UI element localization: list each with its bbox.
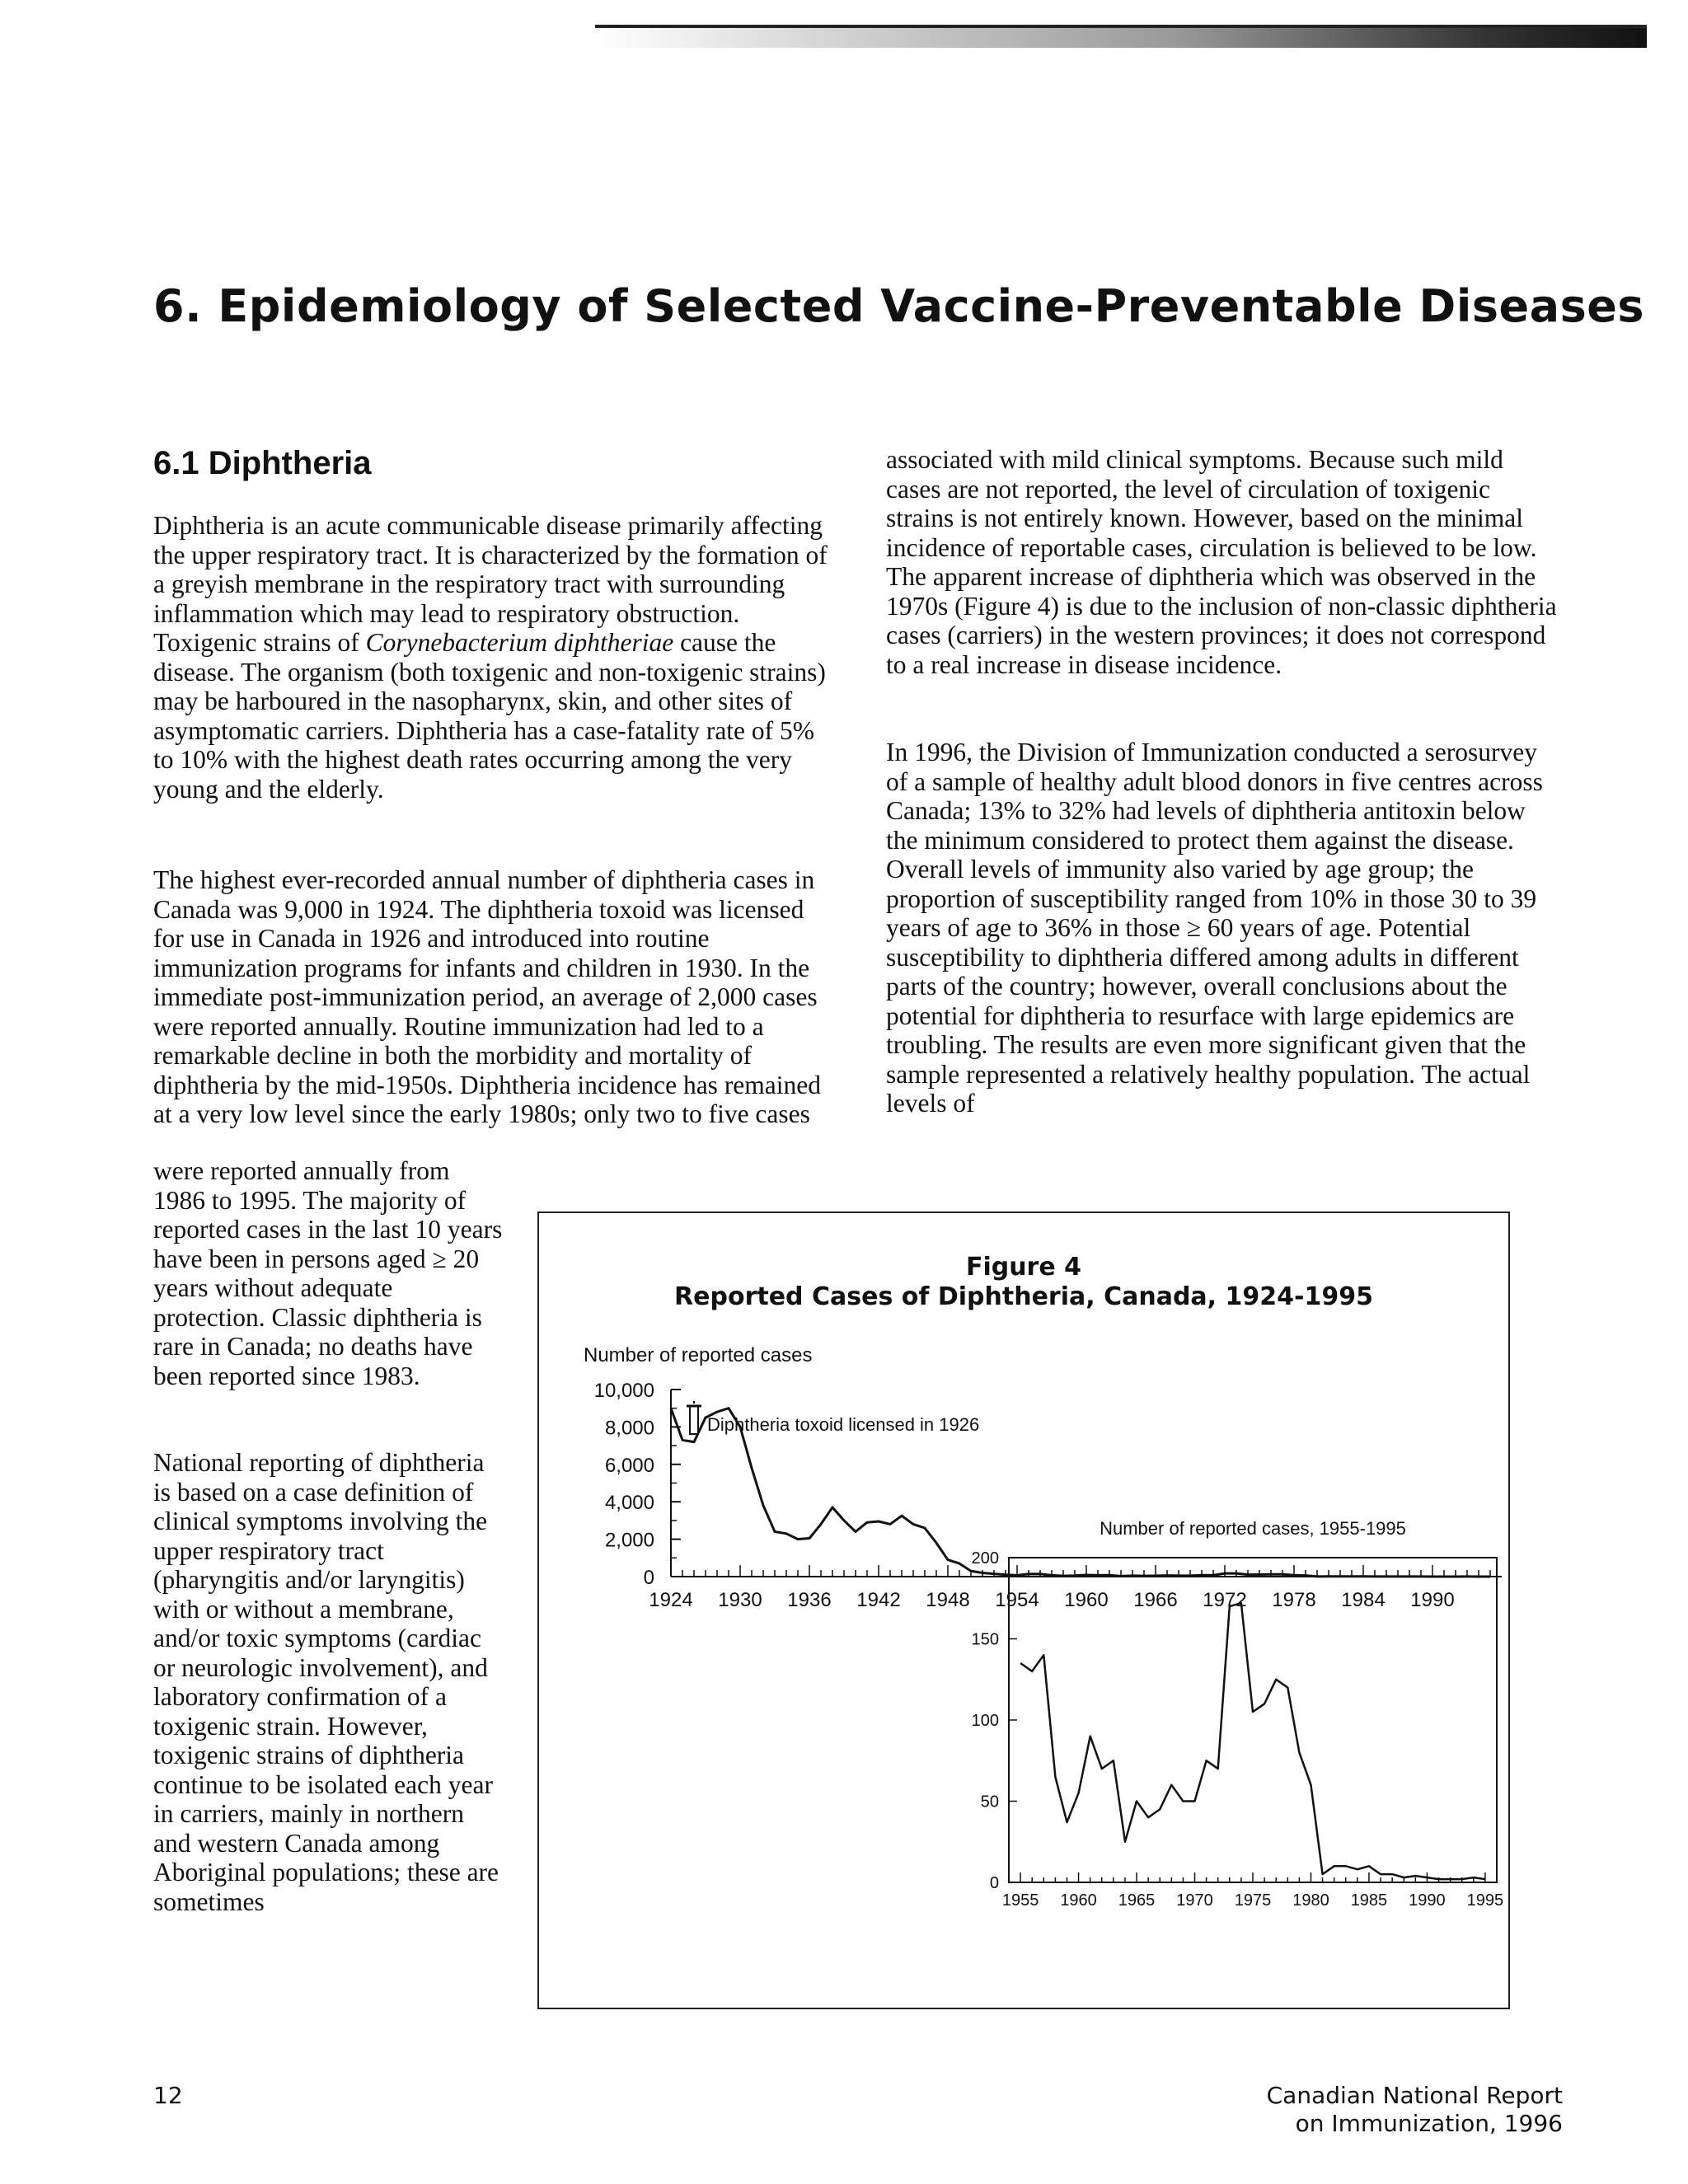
main-x-tick-label: 1984	[1341, 1589, 1386, 1611]
figure-title: Reported Cases of Diphtheria, Canada, 1924-1995	[674, 1282, 1373, 1311]
syringe-icon	[690, 1406, 698, 1434]
inset-x-tick-label: 1985	[1350, 1891, 1388, 1910]
main-x-tick-label: 1990	[1410, 1589, 1455, 1611]
inset-title: Number of reported cases, 1955-1995	[1100, 1518, 1406, 1539]
inset-series-line	[1020, 1603, 1485, 1879]
main-y-tick-label: 2,000	[604, 1529, 654, 1552]
main-y-tick-label: 10,000	[593, 1380, 654, 1402]
main-x-tick-label: 1954	[995, 1589, 1039, 1611]
main-x-tick-label: 1936	[787, 1589, 832, 1611]
inset-x-tick-label: 1995	[1466, 1891, 1504, 1910]
left-paragraph-3: National reporting of diphtheria is based on a case definition of clinical symptoms involving the upper respiratory tract (pharyngitis and/or laryngitis) with or without a membrane, and/or toxic symptoms (cardiac or neurologic involvement), and laboratory confirmation of a toxigenic strain. However, toxigenic strains of diphtheria continue to be isolated each year in carriers, mainly in northern and western Canada among Aboriginal populations; these are sometimes	[153, 1448, 499, 1916]
right-paragraph-2: In 1996, the Division of Immunization conducted a serosurvey of a sample of healthy adult blood donors in five centres across Canada; 13% to 32% had levels of diphtheria antitoxin below the minimum considered to protect them against the disease. Overall levels of immunity also varied by age group; the proportion of susceptibility ranged from 10% in those 30 to 39 years of age to 36% in those ≥ 60 years of age. Potential susceptibility to diphtheria differed among adults in different parts of the country; however, overall conclusions about the potential for diphtheria to resurface with large epidemics are troubling. The results are even more significant given that the sample represented a relatively healthy population. The actual levels of	[886, 738, 1543, 1118]
right-paragraph-1: associated with mild clinical symptoms. Because such mild cases are not reported, the level of circulation of toxigenic strains is not entirely known. However, based on the minimal incidence of reportable cases, circulation is believed to be low. The apparent increase of diphtheria which was observed in the 1970s (Figure 4) is due to the inclusion of non-classic diphtheria cases (carriers) in the western provinces; it does not correspond to a real increase in disease incidence.	[886, 445, 1557, 679]
inset-y-tick-label: 0	[989, 1874, 999, 1892]
diphtheria-chart	[539, 1213, 1508, 2008]
header-rule	[595, 25, 1647, 48]
main-y-tick-label: 4,000	[604, 1492, 654, 1515]
inset-y-tick-label: 200	[971, 1549, 999, 1568]
inset-x-tick-label: 1975	[1234, 1891, 1272, 1910]
inset-y-tick-label: 150	[971, 1630, 999, 1649]
main-x-tick-label: 1960	[1064, 1589, 1109, 1611]
inset-x-tick-label: 1970	[1176, 1891, 1213, 1910]
species-name: Corynebacterium diphtheriae	[365, 628, 674, 657]
toxoid-annotation: Diphtheria toxoid licensed in 1926	[707, 1414, 980, 1435]
left-paragraph-2: The highest ever-recorded annual number of diphtheria cases in Canada was 9,000 in 1924. The diphtheria toxoid was licensed for use in Canada in 1926 and introduced into routine immunization programs for infants and children in 1930. In the immediate post-immunization period, an average of 2,000 cases were reported annually. Routine immunization had led to a remarkable decline in both the morbidity and mortality of diphtheria by the mid-1950s. Diphtheria incidence has remained at a very low level since the early 1980s; only two to five cases	[153, 865, 822, 1128]
main-y-tick-label: 8,000	[604, 1417, 654, 1440]
main-x-tick-label: 1930	[718, 1589, 762, 1611]
figure-label: Figure 4	[965, 1253, 1082, 1282]
inset-x-tick-label: 1980	[1292, 1891, 1329, 1910]
main-x-tick-label: 1966	[1133, 1589, 1178, 1611]
main-y-tick-label: 6,000	[604, 1454, 654, 1477]
inset-y-tick-label: 50	[980, 1793, 999, 1811]
main-y-tick-label: 0	[643, 1567, 654, 1589]
header-rule-line	[595, 25, 1647, 28]
footer-report-subtitle: on Immunization, 1996	[1295, 2110, 1563, 2137]
section-heading: 6.1 Diphtheria	[153, 445, 372, 481]
main-x-tick-label: 1972	[1203, 1589, 1247, 1611]
chapter-title: 6. Epidemiology of Selected Vaccine-Preventable Diseases	[153, 280, 1644, 332]
main-x-tick-label: 1924	[649, 1589, 693, 1611]
left-paragraph-1	[153, 511, 829, 804]
left-paragraph-2-continued: were reported annually from 1986 to 1995. The majority of reported cases in the last 10 years have been in persons aged ≥ 20 years without adequate protection. Classic diphtheria is rare in Canada; no deaths have been reported since 1983.	[153, 1156, 503, 1390]
figure-4	[537, 1212, 1510, 2009]
left-paragraph-1-text-a: Diphtheria is an acute communicable disease primarily affecting the upper respiratory tract. It is characterized by the formation of a greyish membrane in the respiratory tract with surrounding inflammation which may lead to respiratory obstruction. Toxigenic strains of	[153, 511, 828, 657]
inset-x-tick-label: 1990	[1409, 1891, 1446, 1910]
main-x-tick-label: 1978	[1272, 1589, 1316, 1611]
footer-report-title: Canadian National Report	[1266, 2082, 1563, 2109]
main-x-tick-label: 1942	[856, 1589, 901, 1611]
left-paragraph-1-text-b: cause the disease. The organism (both toxigenic and non-toxigenic strains) may be harboured in the nasopharynx, skin, and other sites of asymptomatic carriers. Diphtheria has a case-fatality rate of 5% to 10% with the highest death rates occurring among the very young and the elderly.	[153, 628, 826, 804]
inset-y-tick-label: 100	[971, 1712, 999, 1730]
inset-x-tick-label: 1960	[1060, 1891, 1097, 1910]
page-number: 12	[153, 2082, 183, 2109]
main-x-tick-label: 1948	[926, 1589, 970, 1611]
inset-x-tick-label: 1955	[1001, 1891, 1039, 1910]
inset-x-tick-label: 1965	[1118, 1891, 1156, 1910]
main-y-axis-label: Number of reported cases	[584, 1344, 813, 1366]
